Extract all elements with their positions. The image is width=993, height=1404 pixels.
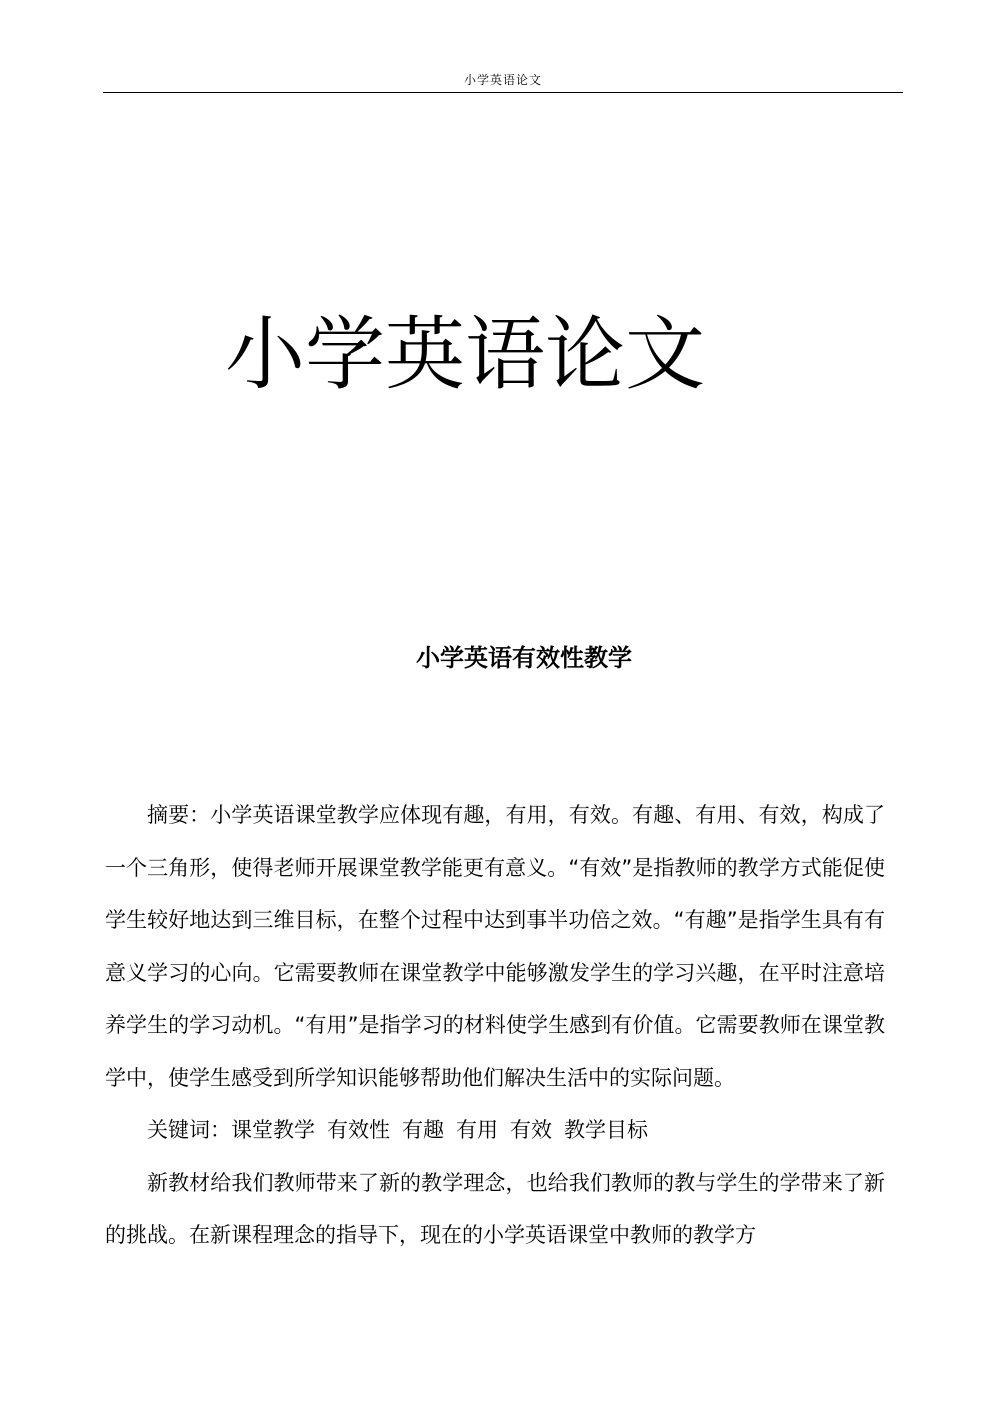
running-header: 小学英语论文 [463, 73, 542, 87]
body-text [105, 789, 885, 1262]
keyword: 有用 [456, 1118, 498, 1142]
keyword: 有趣 [402, 1118, 444, 1142]
keywords-label: 关键词： [147, 1118, 231, 1142]
abstract-paragraph: 摘要：小学英语课堂教学应体现有趣，有用，有效。有趣、有用、有效，构成了一个三角形，使得老师开展课堂教学能更有意义。“有效”是指教师的教学方式能促使学生较好地达到三维目标，在整个过程中达到事半功倍之效。“有趣”是指学生具有有意义学习的心向。它需要教师在课堂教学中能够激发学生的学习兴趣，在平时注意培养学生的学习动机。“有用”是指学习的材料使学生感到有价值。它需要教师在课堂教学中，使学生感受到所学知识能够帮助他们解决生活中的实际问题。 [105, 803, 885, 1090]
keyword: 课堂教学 [231, 1118, 315, 1142]
keyword: 有效性 [327, 1118, 390, 1142]
keyword: 有效 [510, 1118, 552, 1142]
paper-title: 小学英语有效性教学 [416, 644, 632, 672]
keyword: 教学目标 [564, 1118, 648, 1142]
keywords-paragraph [105, 1104, 885, 1157]
intro-paragraph: 新教材给我们教师带来了新的教学理念，也给我们教师的教与学生的学带来了新的挑战。在新课程理念的指导下，现在的小学英语课堂中教师的教学方 [105, 1170, 885, 1247]
header-rule [103, 92, 903, 93]
cover-title: 小学英语论文 [225, 308, 705, 401]
